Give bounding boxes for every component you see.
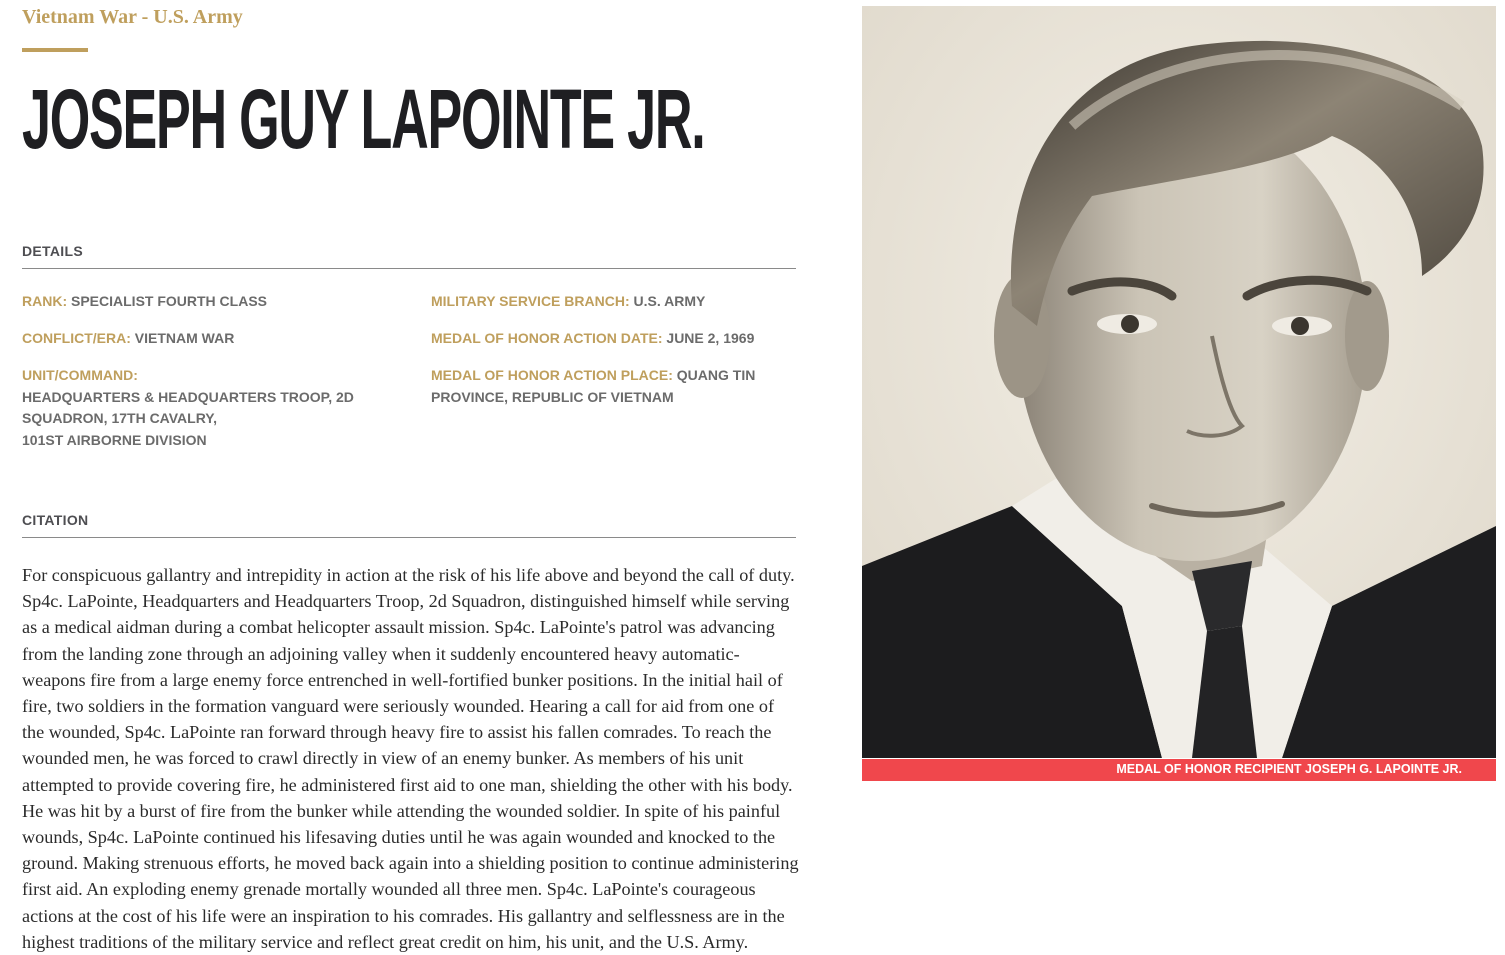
eyebrow-underline [22, 48, 88, 52]
conflict-branch-eyebrow: Vietnam War - U.S. Army [22, 6, 243, 28]
detail-branch-value: U.S. ARMY [633, 293, 706, 309]
recipient-portrait [862, 6, 1496, 758]
detail-rank [22, 291, 402, 313]
details-heading: DETAILS [22, 243, 83, 259]
detail-action-place-label: MEDAL OF HONOR ACTION PLACE: [431, 367, 673, 383]
detail-unit-label: UNIT/COMMAND: [22, 367, 138, 383]
detail-rank-value: SPECIALIST FOURTH CLASS [71, 293, 268, 309]
detail-action-date [431, 328, 796, 350]
detail-rank-label: RANK: [22, 293, 68, 309]
citation-heading: CITATION [22, 512, 89, 528]
photo-caption: MEDAL OF HONOR RECIPIENT JOSEPH G. LAPOINTE JR. [1116, 762, 1462, 776]
detail-unit-value-line-3: 101ST AIRBORNE DIVISION [22, 431, 207, 448]
detail-action-place [431, 365, 786, 408]
detail-action-date-value: JUNE 2, 1969 [666, 330, 755, 346]
detail-branch [431, 291, 796, 313]
detail-conflict-label: CONFLICT/ERA: [22, 330, 131, 346]
detail-action-date-label: MEDAL OF HONOR ACTION DATE: [431, 330, 663, 346]
detail-conflict [22, 328, 402, 350]
detail-conflict-value: VIETNAM WAR [134, 330, 235, 346]
citation-text: For conspicuous gallantry and intrepidity in action at the risk of his life above and beyond the call of duty. Sp4c. LaPointe, Headquarters and Headquarters Troop, 2d Squadron, distinguished himself while serving as a medical aidman during a combat helicopter assault mission. Sp4c. LaPointe's patrol was advancing from the landing zone through an adjoining valley when it suddenly encountered heavy automatic-weapons fire from a large enemy force entrenched in well-fortified bunker positions. In the initial hail of fire, two soldiers in the formation vanguard were seriously wounded. Hearing a call for aid from one of the wounded, Sp4c. LaPointe ran forward through heavy fire to assist his fallen comrades. To reach the wounded men, he was forced to crawl directly in view of an enemy bunker. As members of his unit attempted to provide covering fire, he administered first aid to one man, shielding the other with his body. He was hit by a burst of fire from the bunker while attending the wounded soldier. In spite of his painful wounds, Sp4c. LaPointe continued his lifesaving duties until he was again wounded and knocked to the ground. Making strenuous efforts, he moved back again into a shielding position to continue administering first aid. An exploding enemy grenade mortally wounded all three men. Sp4c. LaPointe's courageous actions at the cost of his life were an inspiration to his comrades. His gallantry and selflessness are in the highest traditions of the military service and reflect great credit on him, his unit, and the U.S. Army. [22, 565, 799, 952]
details-divider [22, 268, 796, 269]
recipient-photo-figure [862, 6, 1496, 781]
photo-caption-bar [862, 759, 1496, 781]
detail-unit-value-line-2: SQUADRON, 17TH CAVALRY, [22, 410, 217, 426]
detail-branch-label: MILITARY SERVICE BRANCH: [431, 293, 630, 309]
page-title: JOSEPH GUY LAPOINTE JR. [22, 72, 705, 166]
detail-unit [22, 365, 412, 451]
citation-divider [22, 537, 796, 538]
detail-unit-value-line-1: HEADQUARTERS & HEADQUARTERS TROOP, 2D [22, 388, 354, 405]
detail-action-place-value: QUANG TIN PROVINCE, REPUBLIC OF VIETNAM [431, 367, 756, 405]
portrait-photo [862, 6, 1496, 758]
